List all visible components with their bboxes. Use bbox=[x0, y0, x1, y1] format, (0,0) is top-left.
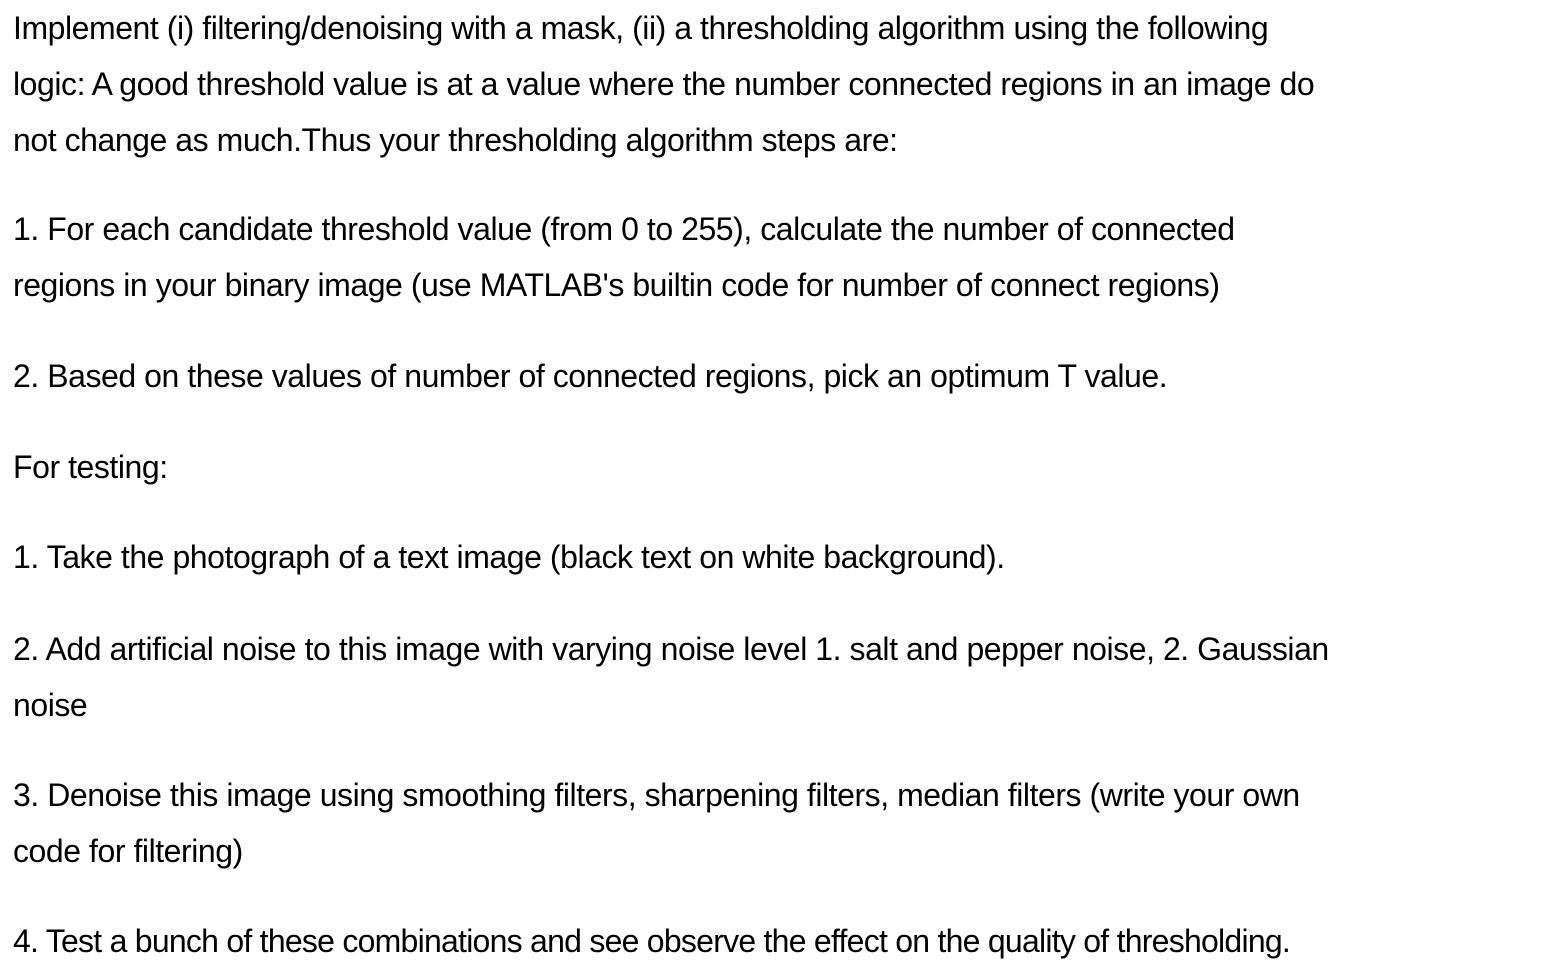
testing-step-4: 4. Test a bunch of these combinations and see observe the effect on the quality of thresholding. bbox=[13, 923, 1291, 959]
intro-paragraph: Implement (i) filtering/denoising with a mask, (ii) a thresholding algorithm using the following logic: A good threshold value is at a value where the number connected regions in an image do not change as much.Thus your thresholding algorithm steps are: bbox=[13, 10, 1315, 158]
algorithm-step-1: 1. For each candidate threshold value (from 0 to 255), calculate the number of connected regions in your binary image (use MATLAB's builtin code for number of connect regions) bbox=[13, 211, 1235, 303]
testing-step-1: 1. Take the photograph of a text image (black text on white background). bbox=[13, 539, 1005, 575]
testing-step-2: 2. Add artificial noise to this image with varying noise level 1. salt and pepper noise, 2. Gaussian noise bbox=[13, 631, 1329, 723]
algorithm-step-2: 2. Based on these values of number of connected regions, pick an optimum T value. bbox=[13, 358, 1168, 394]
testing-step-3: 3. Denoise this image using smoothing filters, sharpening filters, median filters (write your own code for filtering) bbox=[13, 777, 1300, 869]
testing-heading: For testing: bbox=[13, 449, 168, 485]
